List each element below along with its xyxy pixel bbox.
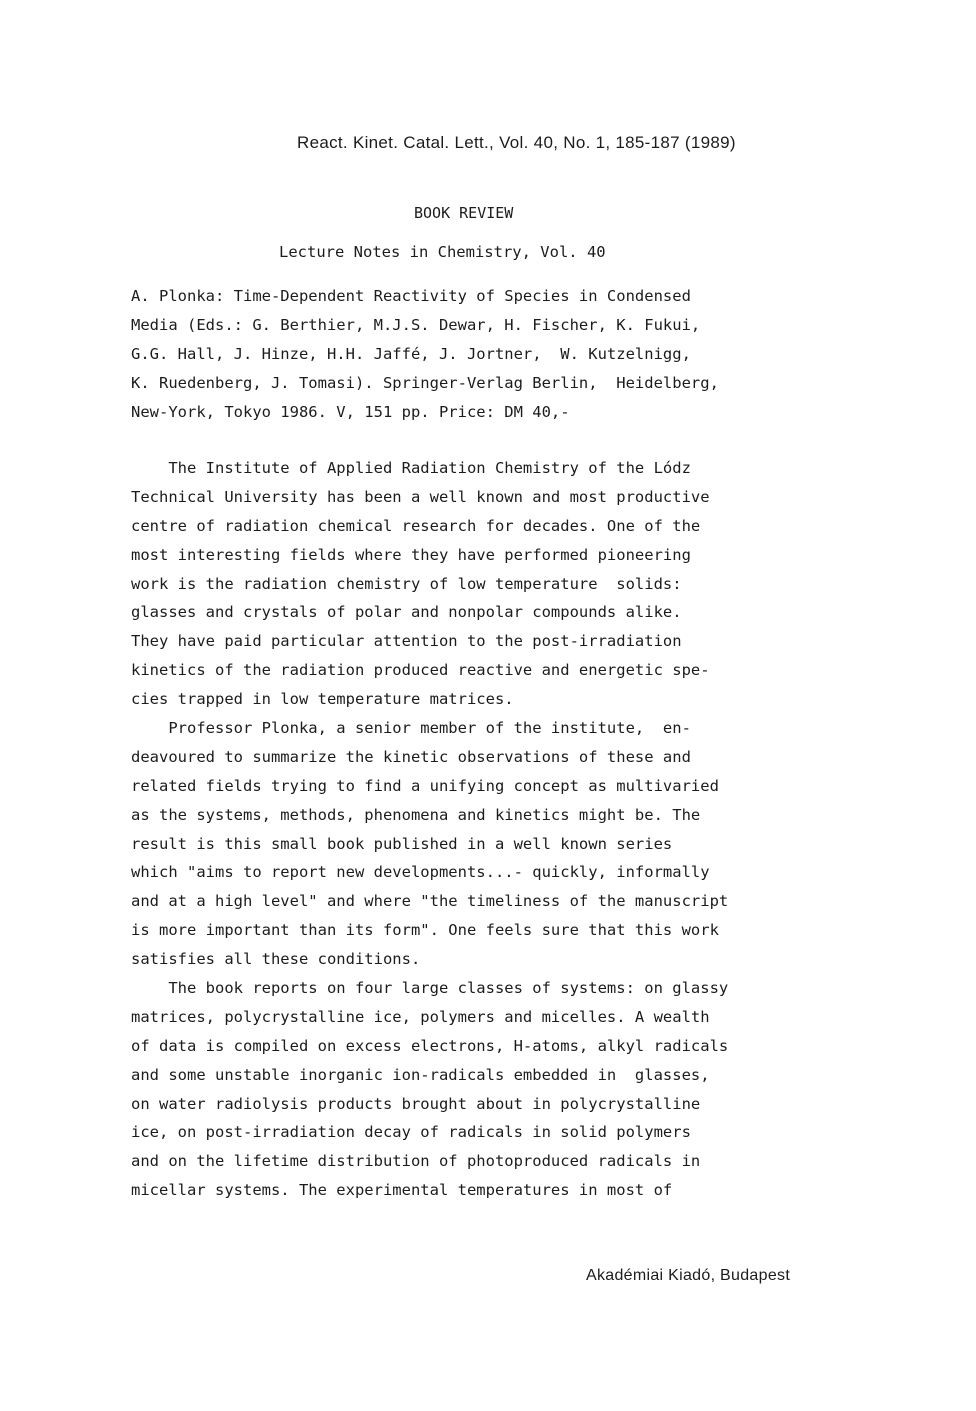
body-line: centre of radiation chemical research for decades. One of the [131,516,701,535]
body-line: matrices, polycrystalline ice, polymers and micelles. A wealth [131,1007,710,1026]
body-line: is more important than its form". One feels sure that this work [131,921,719,940]
bib-line: A. Plonka: Time-Dependent Reactivity of Species in Condensed [131,287,691,305]
section-heading: BOOK REVIEW [414,204,514,222]
bib-line: K. Ruedenberg, J. Tomasi). Springer-Verlag Berlin, Heidelberg, [131,374,719,392]
body-line: most interesting fields where they have performed pioneering [131,545,691,564]
bib-line: G.G. Hall, J. Hinze, H.H. Jaffé, J. Jortner, W. Kutzelnigg, [131,345,691,363]
body-line: cies trapped in low temperature matrices. [131,690,514,709]
body-line: Technical University has been a well known and most productive [131,487,710,506]
body-line: They have paid particular attention to the post-irradiation [131,632,682,651]
body-line: and some unstable inorganic ion-radicals embedded in glasses, [131,1065,710,1084]
bib-line: Media (Eds.: G. Berthier, M.J.S. Dewar, H. Fischer, K. Fukui, [131,316,701,334]
body-line: kinetics of the radiation produced reactive and energetic spe- [131,661,710,680]
body-line: and on the lifetime distribution of photoproduced radicals in [131,1152,701,1171]
body-line: which "aims to report new developments...- quickly, informally [131,863,710,882]
body-line: of data is compiled on excess electrons, H-atoms, alkyl radicals [131,1036,729,1055]
publisher-footer: Akadémiai Kiadó, Budapest [586,1267,791,1284]
body-line: satisfies all these conditions. [131,950,421,969]
body-line: The book reports on four large classes of systems: on glassy [131,979,729,998]
body-line: micellar systems. The experimental temperatures in most of [131,1181,673,1200]
body-line: result is this small book published in a well known series [131,834,673,853]
body-line: and at a high level" and where "the timeliness of the manuscript [131,892,729,911]
bibliographic-entry [131,282,851,427]
review-body [131,454,851,1205]
journal-citation: React. Kinet. Catal. Lett., Vol. 40, No. 1, 185-187 (1989) [297,133,736,152]
body-line: The Institute of Applied Radiation Chemistry of the Lódz [131,459,691,477]
body-line: Professor Plonka, a senior member of the institute, en- [131,719,691,738]
body-line: on water radiolysis products brought about in polycrystalline [131,1094,701,1113]
body-line: work is the radiation chemistry of low temperature solids: [131,574,682,593]
body-line: as the systems, methods, phenomena and kinetics might be. The [131,805,701,824]
book-series-title: Lecture Notes in Chemistry, Vol. 40 [279,243,606,261]
body-line: glasses and crystals of polar and nonpolar compounds alike. [131,603,682,622]
bib-line: New-York, Tokyo 1986. V, 151 pp. Price: DM 40,- [131,403,570,421]
body-line: deavoured to summarize the kinetic observations of these and [131,747,691,766]
body-line: ice, on post-irradiation decay of radicals in solid polymers [131,1123,691,1142]
body-line: related fields trying to find a unifying concept as multivaried [131,776,719,795]
